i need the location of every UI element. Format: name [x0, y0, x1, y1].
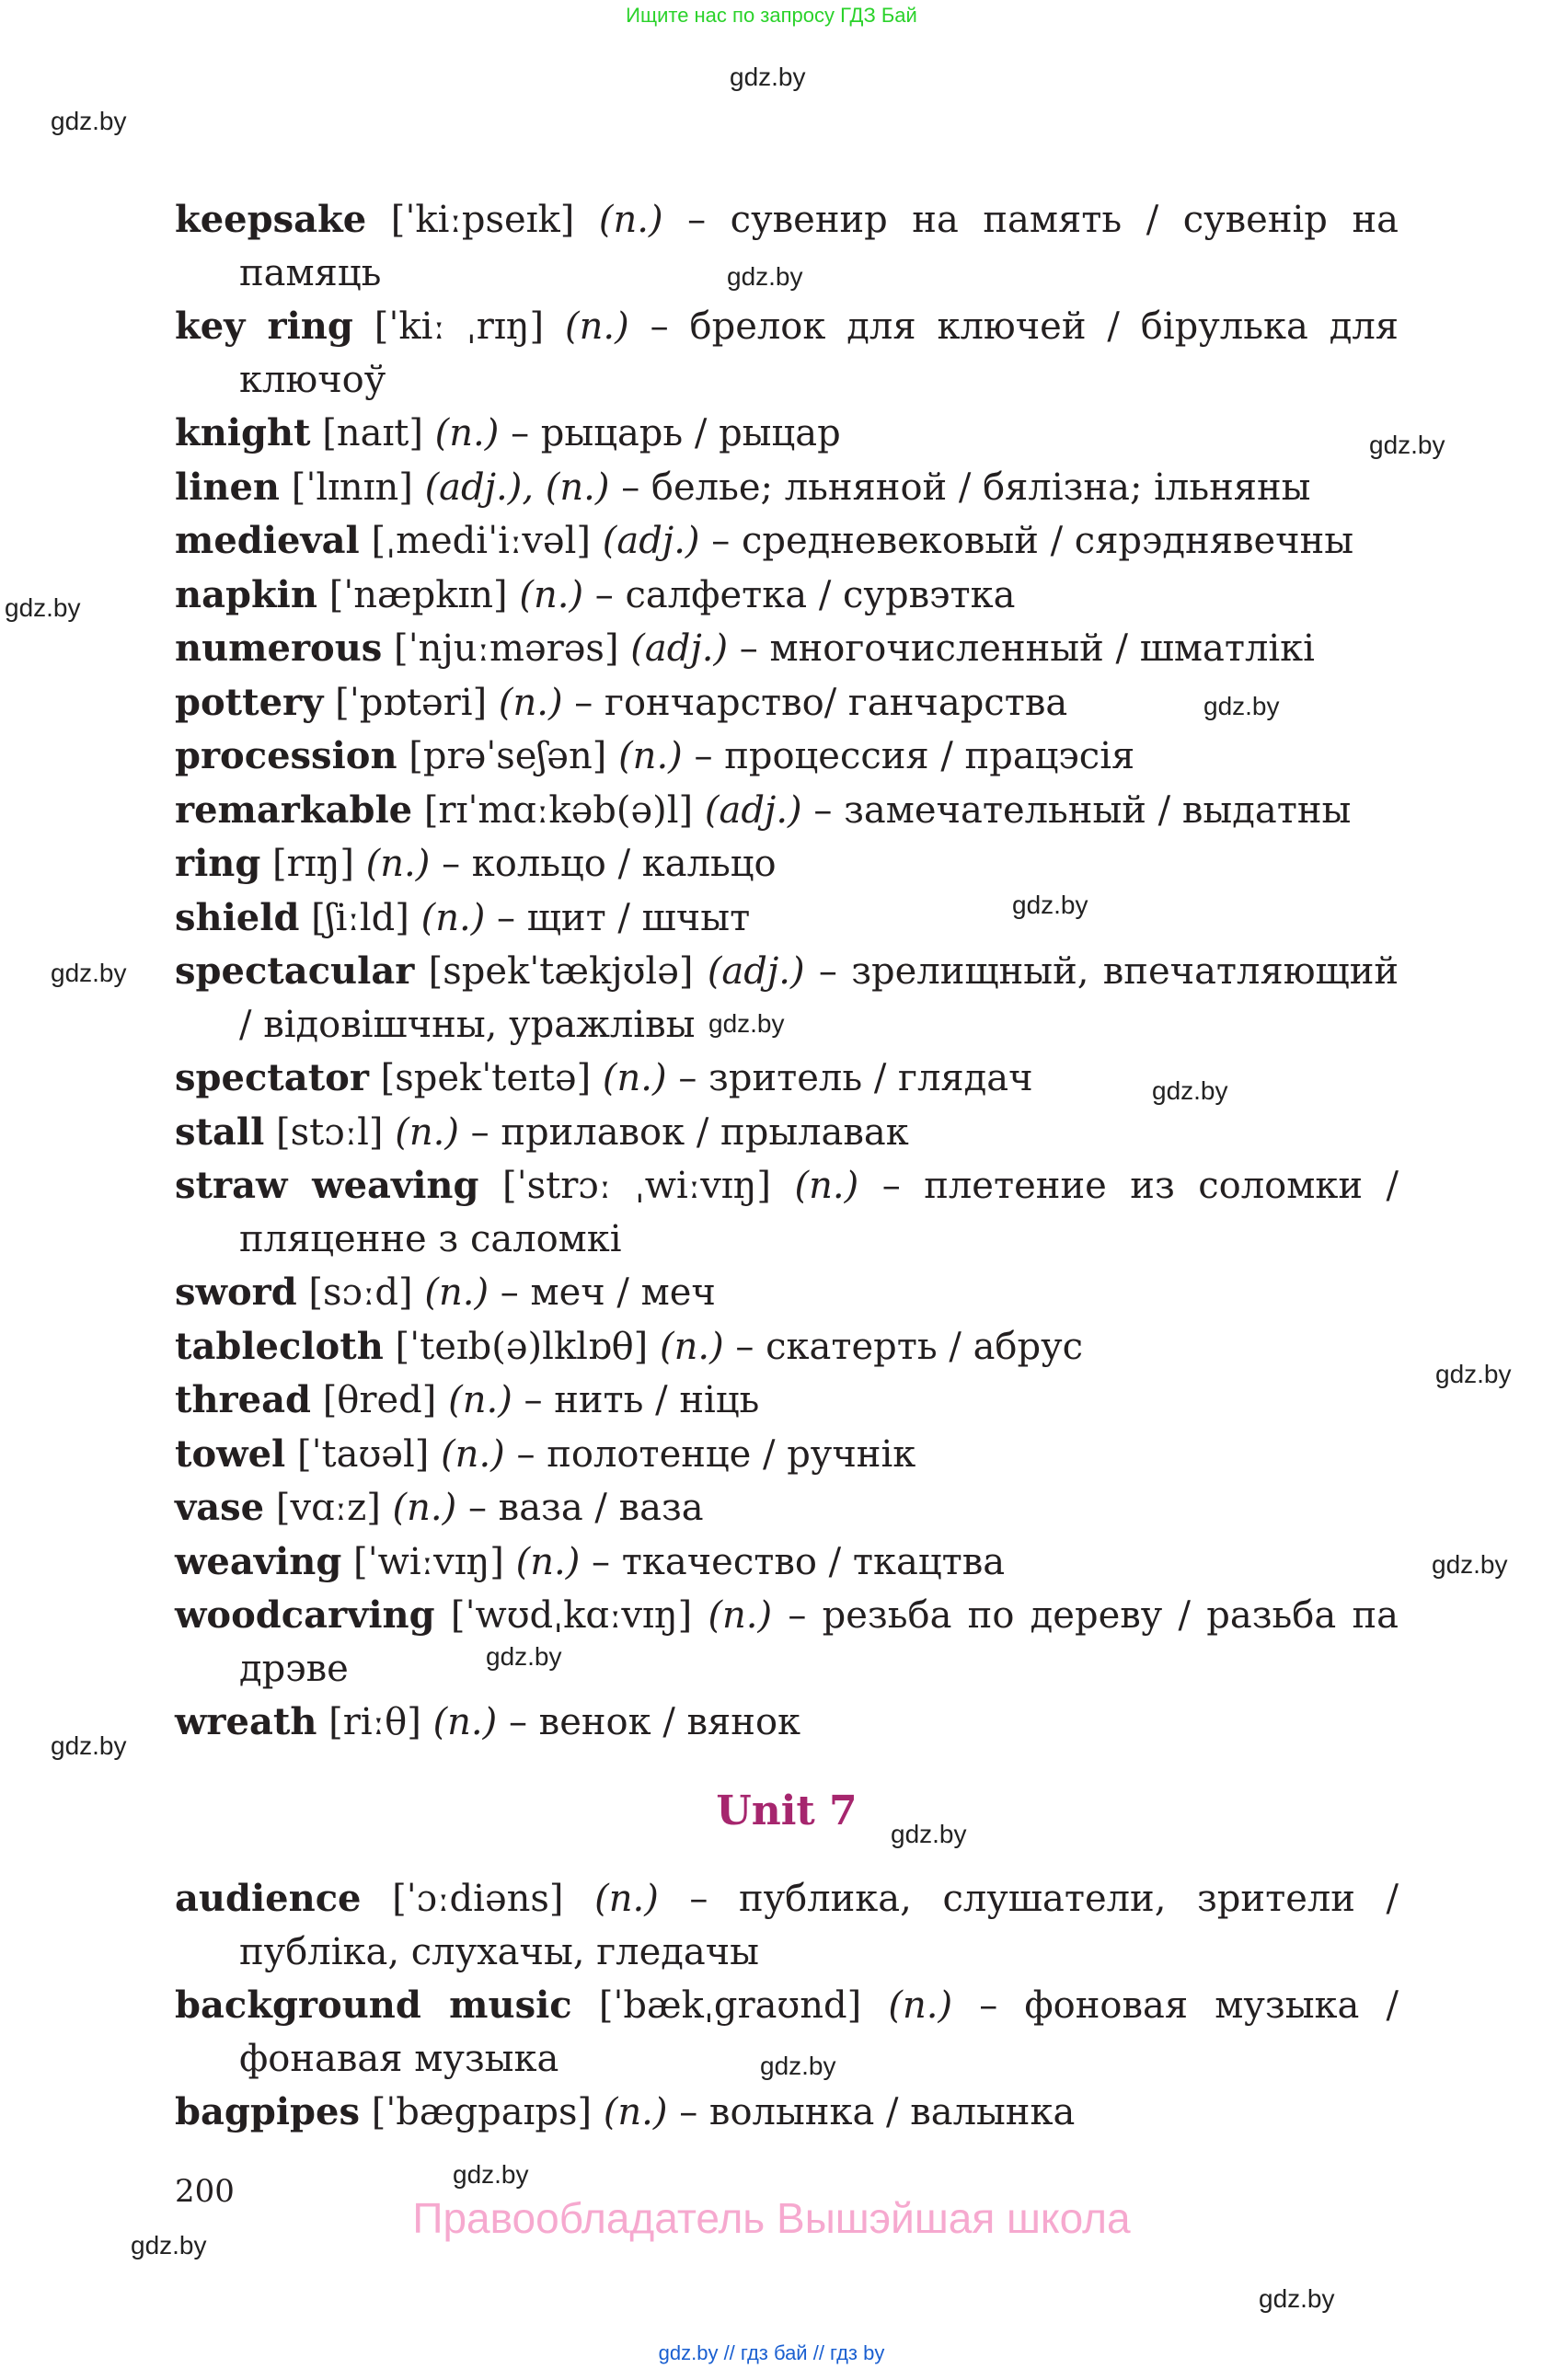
meaning: – ваза / ваза — [467, 1487, 704, 1529]
part-of-speech: (n.) — [602, 1057, 667, 1099]
transcription: [ˈpɒtəri] — [335, 681, 488, 724]
part-of-speech: (n.) — [432, 1701, 498, 1743]
watermark: gdz.by — [51, 107, 127, 135]
watermark: gdz.by — [131, 2231, 207, 2259]
part-of-speech: (n.) — [392, 1487, 457, 1529]
transcription: [rɪˈmɑːkəb(ə)l] — [423, 788, 694, 832]
meaning: – белье; льняной / бялізна; ільняны — [621, 466, 1311, 509]
watermark: gdz.by — [727, 262, 803, 291]
vocab-entry — [175, 1481, 1399, 1535]
transcription: [ˈbægpaɪps] — [371, 2091, 593, 2133]
meaning: – кольцо / кальцо — [442, 843, 777, 885]
headword: wreath — [175, 1700, 317, 1743]
meaning: – гончарство/ ганчарства — [574, 681, 1068, 724]
vocabulary-column — [175, 193, 1399, 2140]
vocab-entry — [175, 514, 1399, 569]
headword: ring — [175, 842, 261, 885]
headword: spectator — [175, 1056, 369, 1099]
part-of-speech: (adj.) — [707, 950, 805, 993]
watermark: gdz.by — [51, 959, 127, 987]
part-of-speech: (adj.) — [704, 788, 802, 832]
unit-vocabulary-list — [175, 1872, 1399, 2140]
part-of-speech: (n.) — [659, 1325, 724, 1368]
headword: procession — [175, 734, 397, 777]
vocab-entry — [175, 1428, 1399, 1482]
meaning: – сувенир на память / сувенір на памяць — [239, 199, 1399, 294]
headword: weaving — [175, 1539, 342, 1583]
vocab-entry — [175, 1159, 1399, 1266]
transcription: [θred] — [322, 1379, 437, 1421]
part-of-speech: (n.) — [498, 681, 563, 724]
meaning: – полотенце / ручнік — [516, 1432, 916, 1476]
headword: napkin — [175, 572, 317, 616]
headword: background music — [175, 1983, 572, 2027]
headword: remarkable — [175, 788, 413, 832]
meaning: – замечательный / выдатны — [813, 788, 1352, 832]
transcription: [sɔːd] — [308, 1271, 413, 1314]
top-banner[interactable]: Ищите нас по запросу ГДЗ Бай — [626, 4, 917, 27]
headword: bagpipes — [175, 2090, 360, 2133]
vocab-entry — [175, 1589, 1399, 1696]
part-of-speech: (n.) — [598, 199, 663, 241]
headword: shield — [175, 895, 300, 939]
meaning: – волынка / валынка — [679, 2091, 1076, 2133]
watermark: gdz.by — [1259, 2284, 1335, 2313]
transcription: [ˈteɪb(ə)lklɒθ] — [395, 1325, 649, 1368]
transcription: [ˈkiː ˌrɪŋ] — [374, 305, 545, 348]
part-of-speech: (n.) — [395, 1110, 459, 1154]
headword: stall — [175, 1110, 265, 1154]
vocab-entry — [175, 1696, 1399, 1750]
transcription: [ˈɔːdiəns] — [392, 1878, 564, 1920]
transcription: [spekˈtækjʊlə] — [428, 950, 694, 993]
transcription: [ˈnæpkɪn] — [328, 573, 508, 616]
meaning: – резьба по дереву / разьба па дрэве — [239, 1594, 1399, 1690]
meaning: – щит / шчыт — [497, 896, 751, 939]
transcription: [ˈtaʊəl] — [296, 1432, 430, 1476]
vocab-entry — [175, 676, 1399, 730]
watermark: gdz.by — [730, 63, 806, 91]
watermark: gdz.by — [5, 593, 81, 622]
part-of-speech: (n.) — [424, 1271, 489, 1314]
vocab-entry — [175, 622, 1399, 676]
meaning: – зрелищный, впечатляющий / відовішчны, уражлівы — [239, 950, 1399, 1046]
meaning: – прилавок / прылавак — [470, 1110, 909, 1154]
vocab-entry — [175, 569, 1399, 623]
transcription: [ˈkiːpseɪk] — [390, 199, 575, 241]
watermark: gdz.by — [51, 1731, 127, 1760]
watermark: gdz.by — [1435, 1360, 1512, 1388]
meaning: – салфетка / сурвэтка — [594, 573, 1016, 616]
part-of-speech: (n.) — [515, 1540, 581, 1583]
vocab-entry — [175, 407, 1399, 461]
vocab-entry — [175, 837, 1399, 891]
meaning: – многочисленный / шматлікі — [739, 627, 1315, 670]
headword: key ring — [175, 305, 353, 348]
headword: sword — [175, 1270, 297, 1314]
headword: knight — [175, 411, 311, 454]
vocab-entry — [175, 461, 1399, 515]
transcription: [spekˈteɪtə] — [380, 1057, 592, 1099]
headword: straw weaving — [175, 1164, 479, 1207]
meaning: – рыцарь / рыцар — [511, 412, 841, 454]
vocab-entry — [175, 1979, 1399, 2086]
transcription: [vɑːz] — [275, 1487, 381, 1529]
part-of-speech: (n.) — [618, 735, 683, 777]
part-of-speech: (n.) — [888, 1984, 953, 2027]
meaning: – венок / вянок — [508, 1701, 801, 1743]
headword: linen — [175, 465, 281, 509]
part-of-speech: (n.) — [420, 896, 486, 939]
headword: vase — [175, 1486, 265, 1529]
vocab-entry — [175, 1872, 1399, 1979]
footer-links[interactable]: gdz.by // гдз бай // гдз by — [658, 2341, 885, 2364]
headword: audience — [175, 1877, 362, 1920]
headword: keepsake — [175, 198, 367, 241]
unit-title: Unit 7 — [716, 1787, 858, 1834]
watermark: gdz.by — [1203, 692, 1280, 720]
part-of-speech: (n.) — [365, 843, 431, 885]
part-of-speech: (n.) — [441, 1432, 505, 1476]
part-of-speech: (n.) — [448, 1379, 512, 1421]
transcription: [ˈwʊdˌkɑːvɪŋ] — [450, 1594, 693, 1637]
transcription: [ˈwiːvɪŋ] — [353, 1540, 504, 1583]
headword: woodcarving — [175, 1593, 435, 1637]
headword: towel — [175, 1431, 286, 1476]
meaning: – нить / ніць — [524, 1379, 760, 1421]
watermark: gdz.by — [453, 2160, 529, 2189]
vocab-entry — [175, 1266, 1399, 1320]
vocab-entry — [175, 891, 1399, 946]
watermark: gdz.by — [1152, 1076, 1228, 1105]
part-of-speech: (n.) — [519, 573, 584, 616]
part-of-speech: (n.) — [708, 1594, 773, 1637]
meaning: – зритель / глядач — [678, 1057, 1033, 1099]
part-of-speech: (n.) — [603, 2091, 668, 2133]
transcription: [ˌmediˈiːvəl] — [371, 520, 592, 562]
vocab-entry — [175, 2086, 1399, 2140]
vocab-entry — [175, 300, 1399, 407]
vocab-entry — [175, 730, 1399, 784]
watermark: gdz.by — [1369, 431, 1445, 459]
meaning: – средневековый / сярэднявечны — [711, 520, 1354, 562]
transcription: [ʃiːld] — [311, 896, 409, 939]
vocab-entry — [175, 193, 1399, 300]
meaning: – меч / меч — [500, 1271, 716, 1314]
part-of-speech: (n.) — [794, 1165, 859, 1207]
transcription: [ˈbækˌgraʊnd] — [598, 1984, 862, 2027]
meaning: – публика, слушатели, зрители / публіка, слухачы, гледачы — [239, 1878, 1399, 1973]
meaning: – брелок для ключей / бірулька для ключоў — [239, 305, 1399, 401]
headword: thread — [175, 1378, 311, 1421]
meaning: – плетение из соломки / пляценне з саломкі — [239, 1165, 1399, 1260]
part-of-speech: (n.) — [434, 412, 500, 454]
transcription: [riːθ] — [328, 1701, 421, 1743]
part-of-speech: (adj.), (n.) — [424, 466, 610, 509]
transcription: [ˈlɪnɪn] — [291, 466, 413, 509]
rights-holder: Правообладатель Вышэйшая школа — [412, 2194, 1131, 2242]
part-of-speech: (n.) — [565, 305, 629, 348]
meaning: – процессия / працэсія — [694, 735, 1135, 777]
headword: pottery — [175, 680, 324, 724]
vocab-entry — [175, 784, 1399, 838]
meaning: – ткачество / ткацтва — [592, 1540, 1006, 1583]
meaning: – фоновая музыка / фонавая музыка — [239, 1984, 1399, 2080]
page-number: 200 — [175, 2173, 235, 2210]
vocabulary-list — [175, 193, 1399, 1750]
watermark: gdz.by — [486, 1642, 562, 1671]
part-of-speech: (n.) — [594, 1878, 659, 1920]
transcription: [naɪt] — [322, 412, 423, 454]
transcription: [prəˈseʃən] — [409, 735, 607, 777]
part-of-speech: (adj.) — [630, 627, 729, 670]
vocab-entry — [175, 1320, 1399, 1374]
watermark: gdz.by — [1432, 1550, 1508, 1579]
vocab-entry — [175, 1052, 1399, 1106]
vocab-entry — [175, 1106, 1399, 1160]
transcription: [ˈstrɔː ˌwiːvɪŋ] — [501, 1165, 771, 1207]
vocab-entry — [175, 1374, 1399, 1428]
headword: numerous — [175, 627, 383, 670]
vocab-entry — [175, 1535, 1399, 1590]
headword: tablecloth — [175, 1324, 384, 1368]
transcription: [stɔːl] — [276, 1110, 384, 1154]
transcription: [ˈnjuːmərəs] — [394, 627, 619, 670]
watermark: gdz.by — [760, 2052, 836, 2080]
headword: medieval — [175, 519, 360, 562]
watermark: gdz.by — [708, 1009, 785, 1038]
vocab-entry — [175, 945, 1399, 1052]
transcription: [rɪŋ] — [272, 843, 354, 885]
watermark: gdz.by — [1012, 891, 1088, 919]
meaning: – скатерть / абрус — [735, 1325, 1084, 1368]
part-of-speech: (adj.) — [602, 520, 700, 562]
watermark: gdz.by — [891, 1820, 967, 1848]
headword: spectacular — [175, 949, 415, 993]
